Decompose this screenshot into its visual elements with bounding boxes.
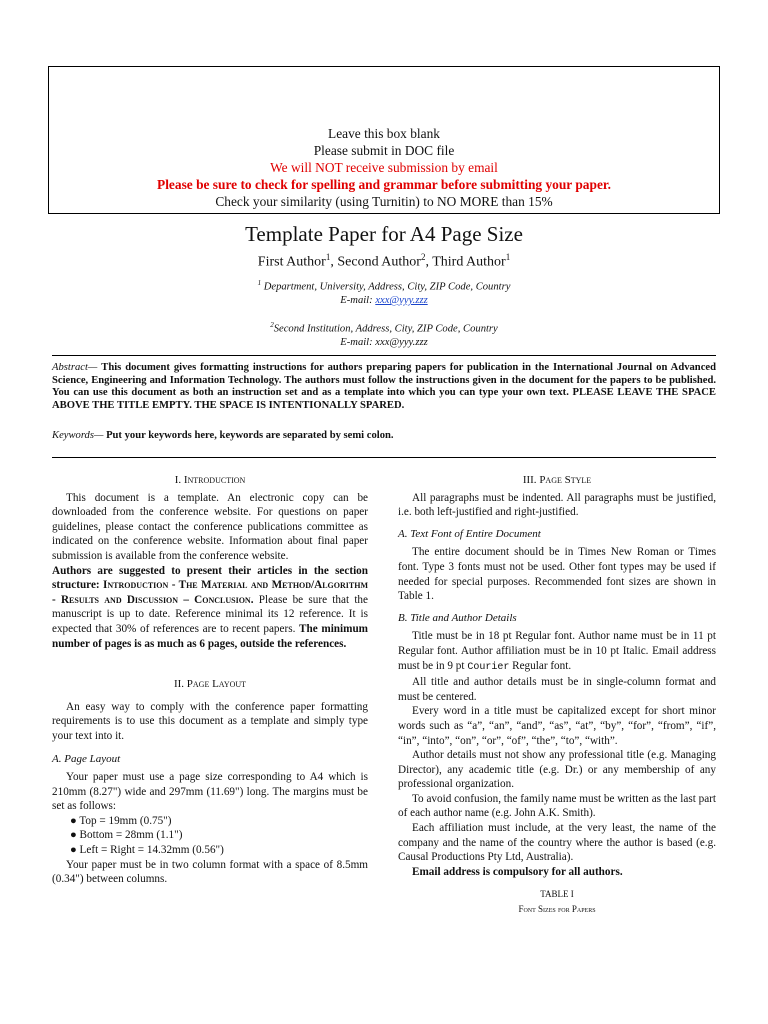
- affiliation-1-text: Department, University, Address, City, ZIP Code, Country: [261, 281, 511, 293]
- abstract-dash: —: [87, 362, 102, 373]
- section-page-layout-heading: [52, 677, 368, 692]
- top-rule: [52, 355, 716, 356]
- style-paragraph-9: Email address is compulsory for all authors.: [412, 865, 623, 878]
- margin-left-right-item: ● Left = Right = 14.32mm (0.56"): [70, 844, 224, 857]
- style-paragraph-5: Every word in a title must be capitalized except for short minor words such as “a”, “an”, “and”, “as”, “at”, “by”, “for”, “from”, “if”, “in”, “into”, “on”, “or”, “of”, “the”, “to”, “with”.: [398, 705, 716, 747]
- style-paragraph-6: Author details must not show any professional title (e.g. Managing Director), any academic title (e.g. Dr.) or any membership of any professional organization.: [398, 749, 716, 791]
- style-paragraph-2: The entire document should be in Times New Roman or Times font. Type 3 fonts must not be used. Other font types may be used if needed for special purposes. Recommended font sizes are shown in Table 1.: [398, 546, 716, 603]
- margin-bottom-item: ● Bottom = 28mm (1.1"): [70, 829, 183, 842]
- style-paragraph-7: To avoid confusion, the family name must be written as the last part of each author name (e.g. John A.K. Smith).: [398, 792, 717, 820]
- section-2-title: Page Layout: [186, 678, 247, 691]
- section-1-number: I.: [174, 474, 184, 486]
- style-p3-text-end: Regular font.: [509, 659, 572, 672]
- keywords-dash: —: [93, 430, 107, 441]
- style-p3-courier: Courier: [467, 661, 510, 673]
- right-column: [398, 473, 716, 917]
- keywords-text: Put your keywords here, keywords are separated by semi colon.: [106, 430, 394, 441]
- layout-paragraph-2: Your paper must use a page size corresponding to A4 which is 210mm (8.27") wide and 297mm (11.69") long. The margins must be set as follows:: [52, 771, 368, 813]
- style-p3-text: Title must be in 18 pt Regular font. Author name must be in 11 pt Regular font. Author affiliation must be in 10 pt Italic. Email address must be in 9 pt: [398, 630, 716, 672]
- author-3: , Third Author: [425, 254, 506, 270]
- author-1-sup: 1: [325, 252, 331, 262]
- notice-box: [48, 66, 720, 214]
- intro-p2-bold-end: The minimum number of pages is as much as 6 pages, outside the references.: [52, 622, 368, 650]
- author-2: , Second Author: [330, 254, 421, 270]
- author-3-sup: 1: [505, 252, 511, 262]
- section-introduction-heading: [52, 473, 368, 488]
- affiliation-2-sup: 2: [270, 321, 274, 329]
- abstract-label: Abstract: [52, 362, 88, 373]
- affiliation-1-sup: 1: [257, 279, 262, 287]
- author-list: [0, 252, 768, 271]
- affiliation-1-email-label: E-mail:: [340, 295, 376, 307]
- affiliation-1: [0, 277, 768, 308]
- author-1: First Author: [257, 254, 326, 270]
- affiliation-2-email: E-mail: xxx@yyy.zzz: [340, 337, 428, 349]
- margin-top-item: ● Top = 19mm (0.75"): [70, 814, 172, 827]
- notice-line-doc: Please submit in DOC file: [313, 143, 455, 158]
- layout-paragraph-3: Your paper must be in two column format with a space of 8.5mm (0.34") between columns.: [52, 858, 368, 886]
- affiliation-2: [0, 319, 768, 350]
- notice-line-blank: Leave this box blank: [328, 126, 440, 141]
- style-paragraph-3: [398, 629, 716, 675]
- notice-line-email: We will NOT receive submission by email: [270, 160, 498, 175]
- subsection-text-font: A. Text Font of Entire Document: [398, 527, 541, 540]
- style-paragraph-8: Each affiliation must include, at the very least, the name of the company and the name of the country where the author is based (e.g. Causal Productions Pty Ltd, Australia).: [398, 822, 716, 864]
- subsection-title-author: B. Title and Author Details: [398, 611, 517, 624]
- section-2-number: II.: [173, 678, 187, 691]
- intro-p2-bold: Authors are suggested to present their articles in the section structure:: [52, 564, 368, 592]
- bottom-rule: [52, 457, 716, 458]
- paper-title: Template Paper for A4 Page Size: [245, 222, 523, 246]
- intro-p2-text: Please be sure that the manuscript is up to date. Reference minimal its 12 reference. It is expected that 30% of references are to recent papers.: [52, 593, 368, 635]
- affiliation-1-email-link[interactable]: xxx@yyy.zzz: [375, 295, 428, 307]
- abstract: [52, 362, 716, 412]
- section-page-style-heading: [398, 473, 716, 488]
- style-paragraph-4: All title and author details must be in single-column format and must be centered.: [398, 676, 716, 703]
- table-label: TABLE I: [540, 889, 574, 900]
- section-1-title: Introduction: [183, 474, 246, 486]
- intro-p2-structure: Introduction - The Material and Method/Algorithm - Results and Discussion – Conclusion.: [52, 579, 369, 606]
- author-2-sup: 2: [420, 252, 426, 262]
- affiliation-2-text: Second Institution, Address, City, ZIP Code, Country: [273, 323, 498, 335]
- intro-paragraph-1: This document is a template. An electronic copy can be downloaded from the conference website. For questions on paper guidelines, please contact the conference publications committee as indicated on the conference website. Information about final paper submission is available from the conference website.: [52, 491, 368, 562]
- notice-line-spelling: Please be sure to check for spelling and grammar before submitting your paper.: [157, 177, 611, 192]
- keywords-label: Keywords: [52, 430, 94, 441]
- intro-paragraph-2: [52, 564, 368, 652]
- table-caption: Font Sizes for Papers: [518, 904, 596, 915]
- layout-paragraph-1: An easy way to comply with the conference paper formatting requirements is to use this document as a template and simply type your text into it.: [52, 700, 368, 742]
- left-column: [52, 473, 368, 887]
- notice-line-similarity: Check your similarity (using Turnitin) to NO MORE than 15%: [215, 194, 553, 209]
- subsection-page-layout: A. Page Layout: [52, 752, 121, 765]
- keywords: [52, 430, 716, 441]
- abstract-text: This document gives formatting instructions for authors preparing papers for publication in the International Journal on Advanced Science, Engineering and Information Technology. The authors must follow the instructions given in the document for the papers to be published. You can use this document as both an instruction set and as a template into which you can type your own text. PLEASE LEAVE THE SPACE ABOVE THE TITLE EMPTY. THE SPACE IS INTENTIONALLY SPARED.: [52, 362, 716, 411]
- style-paragraph-1: All paragraphs must be indented. All paragraphs must be justified, i.e. both left-justified and right-justified.: [398, 491, 716, 519]
- section-3-title: Page Style: [539, 474, 592, 486]
- section-3-number: III.: [522, 474, 540, 486]
